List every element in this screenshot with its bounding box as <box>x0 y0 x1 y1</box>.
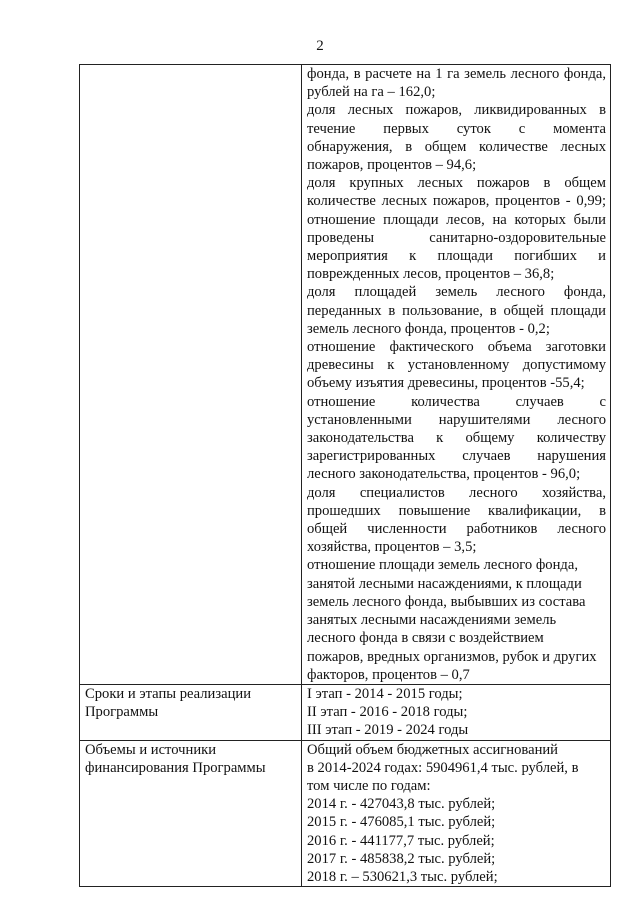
text-line: отношение количества случаев с <box>307 393 606 410</box>
text-line: 2016 г. - 441177,7 тыс. рублей; <box>307 832 495 849</box>
text-line: занятой лесными насаждениями, к площади <box>307 575 582 592</box>
row-label: Сроки и этапы реализации Программы <box>85 685 252 721</box>
text-line: общей численности работников лесного <box>307 521 606 538</box>
text-line: прошедших повышение квалификации, в <box>307 502 606 519</box>
text-line: отношение фактического объема заготовки <box>307 339 606 356</box>
text-line: лесного законодательства, процентов - 96,0; <box>307 466 581 483</box>
text-line: III этап - 2019 - 2024 годы <box>307 722 469 739</box>
text-line: 2015 г. - 476085,1 тыс. рублей; <box>307 814 496 831</box>
text-line: течение первых суток с момента <box>307 120 606 137</box>
text-line: доля площадей земель лесного фонда, <box>307 284 606 301</box>
text-line: лесного фонда в связи с воздействием <box>307 630 544 647</box>
text-line: доля крупных лесных пожаров в общем <box>307 175 606 192</box>
table-row <box>80 684 611 740</box>
text-line: установленными нарушителями лесного <box>307 411 606 428</box>
text-line: отношение площади лесов, на которых были <box>307 211 606 228</box>
program-passport-table <box>79 64 611 887</box>
text-line: зарегистрированных случаев нарушения <box>307 448 606 465</box>
text-line: хозяйства, процентов – 3,5; <box>307 539 477 556</box>
text-line: рублей на га – 162,0; <box>307 84 436 101</box>
text-line: 2014 г. - 427043,8 тыс. рублей; <box>307 796 496 813</box>
text-line: объему изъятия древесины, процентов -55,4; <box>307 375 585 392</box>
text-line: I этап - 2014 - 2015 годы; <box>307 685 463 702</box>
text-line: в 2014-2024 годах: 5904961,4 тыс. рублей, в <box>307 759 579 776</box>
text-line: земель лесного фонда, процентов - 0,2; <box>307 320 550 337</box>
text-line: законодательства к общему количеству <box>307 430 606 447</box>
page-number: 2 <box>316 38 324 54</box>
text-line: переданных в пользование, в общей площади <box>307 302 606 319</box>
text-line: 2017 г. - 485838,2 тыс. рублей; <box>307 850 496 867</box>
row-label: Объемы и источники финансирования Программы <box>85 741 266 776</box>
table-row <box>80 740 611 887</box>
text-line: поврежденных лесов, процентов – 36,8; <box>307 266 555 283</box>
row-content-cell <box>302 65 611 685</box>
text-line: проведены санитарно-оздоровительные <box>307 229 606 246</box>
row-label-cell <box>80 740 302 887</box>
text-line: земель лесного фонда, выбывших из состава <box>307 593 586 610</box>
text-line: 2018 г. – 530621,3 тыс. рублей; <box>307 868 498 885</box>
text-line: доля специалистов лесного хозяйства, <box>307 484 606 501</box>
text-line: доля лесных пожаров, ликвидированных в <box>307 102 606 119</box>
row-label-cell <box>80 684 302 740</box>
row-content-cell <box>302 740 611 887</box>
text-line: фонда, в расчете на 1 га земель лесного фонда, <box>307 66 606 82</box>
text-line: мероприятия к площади погибших и <box>307 248 606 265</box>
text-line: Общий объем бюджетных ассигнований <box>307 741 558 758</box>
text-line: количестве лесных пожаров, процентов - 0,99; <box>307 193 606 210</box>
text-line: обнаружения, в общем количестве лесных <box>307 138 606 155</box>
text-line: II этап - 2016 - 2018 годы; <box>307 704 468 721</box>
text-line: отношение площади земель лесного фонда, <box>307 557 578 574</box>
text-line: древесины к установленному допустимому <box>307 357 606 374</box>
text-line: пожаров, вредных организмов, рубок и других <box>307 648 597 665</box>
table-row <box>80 65 611 685</box>
table-body <box>80 65 611 887</box>
text-line: том числе по годам: <box>307 777 431 794</box>
row-label-cell <box>80 65 302 685</box>
text-line: занятых лесными насаждениями земель <box>307 612 557 629</box>
text-line: факторов, процентов – 0,7 <box>307 666 470 683</box>
row-content-cell <box>302 684 611 740</box>
text-line: пожаров, процентов – 94,6; <box>307 157 477 174</box>
